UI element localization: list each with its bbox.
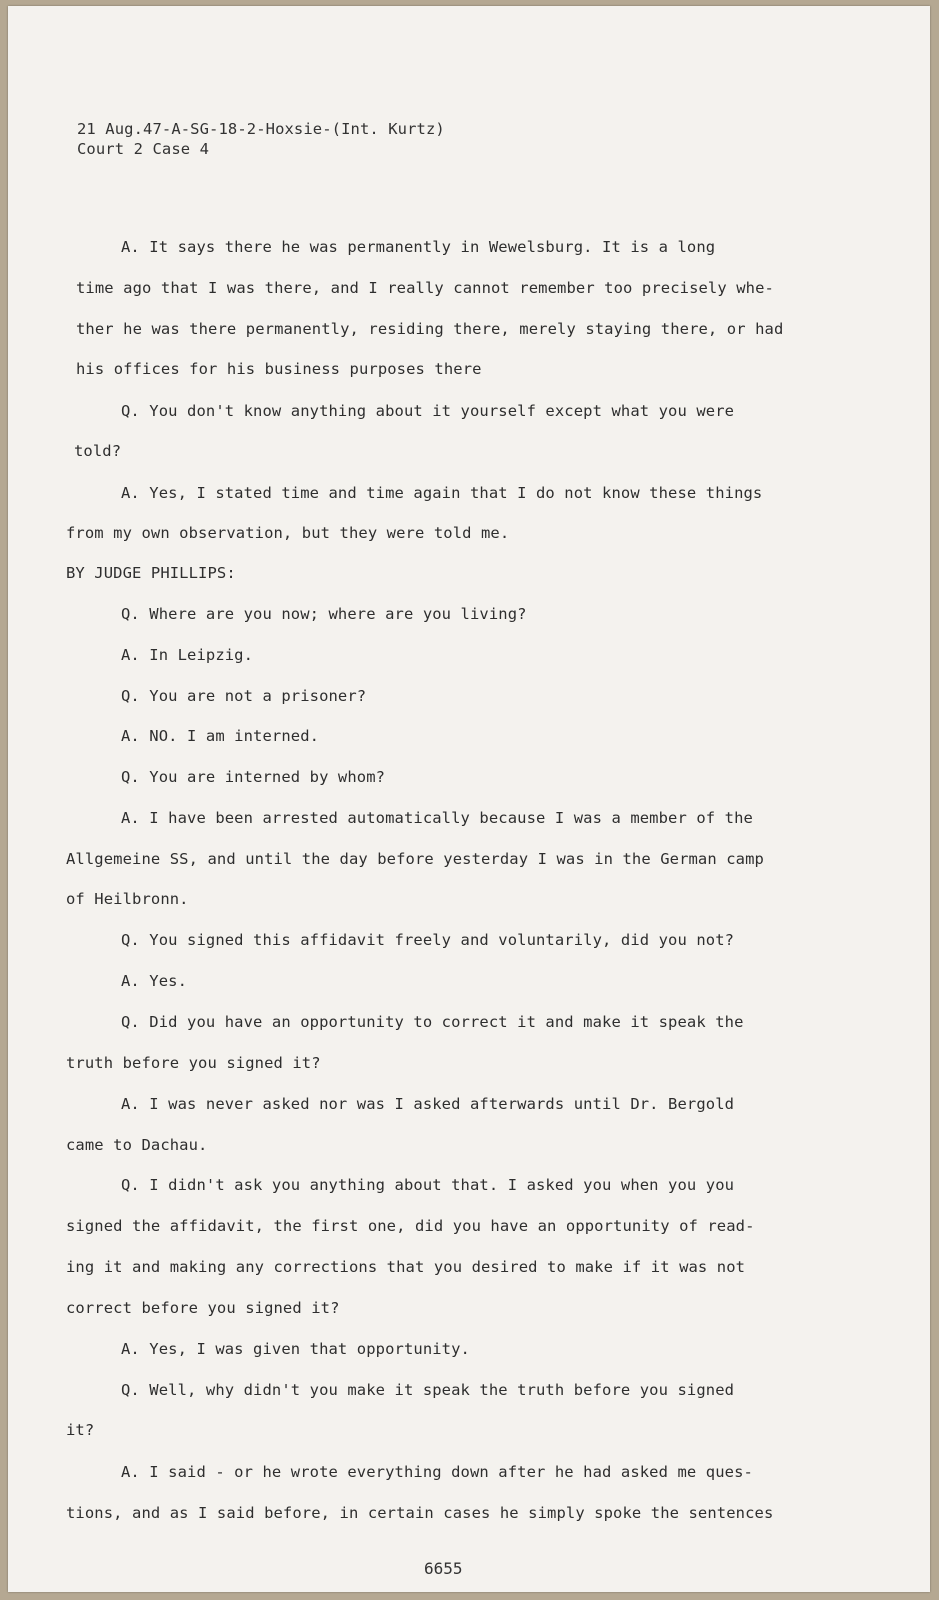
text-line: time ago that I was there, and I really cannot remember too precisely whe- bbox=[76, 279, 774, 297]
text-line: it? bbox=[66, 1421, 95, 1439]
text-line: Q. You don't know anything about it yourself except what you were bbox=[121, 402, 735, 420]
text-line: A. Yes. bbox=[121, 972, 188, 990]
text-line: ther he was there permanently, residing there, merely staying there, or had bbox=[76, 320, 784, 338]
text-line: A. I was never asked nor was I asked afterwards until Dr. Bergold bbox=[121, 1095, 735, 1113]
text-line: A. It says there he was permanently in Wewelsburg. It is a long bbox=[121, 238, 716, 256]
text-line: A. Yes, I was given that opportunity. bbox=[121, 1340, 470, 1358]
text-line: truth before you signed it? bbox=[66, 1054, 321, 1072]
text-line: Q. You signed this affidavit freely and voluntarily, did you not? bbox=[121, 931, 735, 949]
text-line: A. NO. I am interned. bbox=[121, 727, 320, 745]
text-line: A. In Leipzig. bbox=[121, 646, 254, 664]
text-line: came to Dachau. bbox=[66, 1136, 208, 1154]
text-line: correct before you signed it? bbox=[66, 1299, 340, 1317]
document-page bbox=[8, 6, 930, 1592]
text-line: Q. Where are you now; where are you living? bbox=[121, 605, 527, 623]
text-line: signed the affidavit, the first one, did you have an opportunity of read- bbox=[66, 1217, 755, 1235]
text-line: Allgemeine SS, and until the day before yesterday I was in the German camp bbox=[66, 850, 764, 868]
text-line: his offices for his business purposes there bbox=[76, 360, 482, 378]
text-line: Q. Did you have an opportunity to correct it and make it speak the bbox=[121, 1013, 744, 1031]
text-line: BY JUDGE PHILLIPS: bbox=[66, 564, 236, 582]
text-line: from my own observation, but they were told me. bbox=[66, 524, 510, 542]
text-line: Q. You are not a prisoner? bbox=[121, 687, 367, 705]
header-line-1: 21 Aug.47-A-SG-18-2-Hoxsie-(Int. Kurtz) bbox=[77, 120, 445, 138]
text-line: Q. Well, why didn't you make it speak the truth before you signed bbox=[121, 1381, 735, 1399]
page-number: 6655 bbox=[424, 1559, 463, 1578]
text-line: Q. You are interned by whom? bbox=[121, 768, 386, 786]
text-line: Q. I didn't ask you anything about that. I asked you when you you bbox=[121, 1176, 735, 1194]
text-line: tions, and as I said before, in certain cases he simply spoke the sentences bbox=[66, 1504, 774, 1522]
text-line: ing it and making any corrections that you desired to make if it was not bbox=[66, 1258, 746, 1276]
text-line: A. I said - or he wrote everything down after he had asked me ques- bbox=[121, 1463, 753, 1481]
text-line: told? bbox=[74, 442, 122, 460]
text-line: A. I have been arrested automatically because I was a member of the bbox=[121, 809, 753, 827]
text-line: A. Yes, I stated time and time again that I do not know these things bbox=[121, 484, 763, 502]
text-line: of Heilbronn. bbox=[66, 890, 189, 908]
header-line-2: Court 2 Case 4 bbox=[77, 140, 210, 158]
